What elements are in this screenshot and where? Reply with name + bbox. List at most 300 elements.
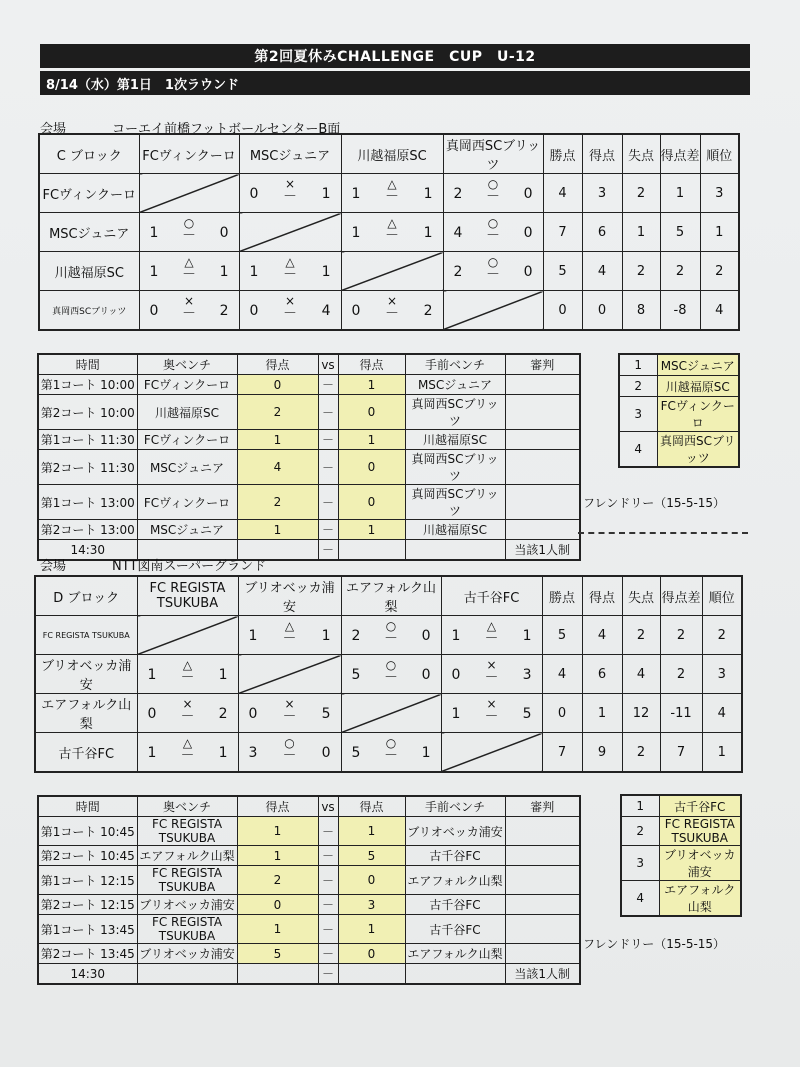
referee [505, 520, 580, 540]
result-score [452, 706, 532, 726]
referee [505, 895, 580, 915]
home-score: 5 [237, 944, 318, 964]
score-against: 5 [321, 706, 331, 722]
away-score: 0 [338, 450, 405, 485]
score-dash: － [282, 631, 297, 647]
home-score [237, 964, 318, 985]
stat-cell: 6 [582, 213, 622, 252]
away-team: MSCジュニア [405, 375, 505, 395]
diagonal-cell [238, 655, 341, 694]
score-against: 1 [421, 745, 431, 761]
rank-team: 古千谷FC [659, 795, 741, 817]
score-against: 0 [523, 264, 533, 280]
away-team [405, 540, 505, 561]
stat-cell: 2 [622, 174, 660, 213]
schedule-header: 得点 [338, 354, 405, 375]
result-mark: ○ [385, 619, 397, 633]
score-dash: － [282, 709, 297, 725]
result-cell [139, 252, 239, 291]
stat-cell: -11 [660, 694, 702, 733]
stat-cell: 4 [582, 252, 622, 291]
result-cell [137, 733, 238, 773]
home-team: MSCジュニア [137, 450, 237, 485]
result-score [352, 745, 431, 765]
home-score: 2 [237, 395, 318, 430]
away-team: 古千谷FC [405, 846, 505, 866]
stat-header: 失点 [622, 576, 660, 616]
rank-number: 1 [619, 354, 657, 376]
result-mark: × [182, 697, 193, 711]
score-dash: － [182, 306, 196, 322]
vs-mark: － [318, 540, 338, 561]
team-header: 真岡西SCブリッツ [443, 134, 543, 174]
away-score: 1 [338, 915, 405, 944]
team-header: MSCジュニア [239, 134, 341, 174]
score-against: 0 [421, 628, 431, 644]
result-mark: × [486, 658, 497, 672]
score-against: 1 [321, 628, 331, 644]
result-mark: △ [182, 736, 193, 750]
result-cell [341, 291, 443, 331]
row-team: ブリオベッカ浦安 [35, 655, 137, 694]
result-score [352, 628, 431, 648]
result-cell [137, 655, 238, 694]
score-for: 1 [149, 264, 159, 280]
result-mark: △ [387, 216, 397, 230]
stat-cell: 1 [622, 213, 660, 252]
away-team: 古千谷FC [405, 915, 505, 944]
score-against: 1 [218, 667, 228, 683]
stat-cell: 4 [702, 694, 742, 733]
divider-dashes [578, 532, 748, 534]
page-subtitle: 8/14（水）第1日 1次ラウンド [40, 71, 750, 95]
referee [505, 395, 580, 430]
vs-mark: － [318, 450, 338, 485]
score-for: 5 [351, 667, 361, 683]
away-team: エアフォルク山梨 [405, 866, 505, 895]
row-team: FCヴィンクーロ [39, 174, 139, 213]
schedule-header: 得点 [237, 796, 318, 817]
score-dash: － [384, 631, 398, 647]
score-against: 1 [218, 745, 228, 761]
venue-label: 会場 [40, 559, 67, 574]
diagonal-cell [341, 694, 441, 733]
rank-team: FCヴィンクーロ [657, 397, 739, 432]
stat-cell: 3 [700, 174, 739, 213]
referee [505, 915, 580, 944]
referee [505, 866, 580, 895]
home-score: 2 [237, 485, 318, 520]
referee [505, 430, 580, 450]
referee-note: 当該1人制 [505, 964, 580, 985]
away-score: 3 [338, 895, 405, 915]
score-for: 0 [249, 186, 259, 202]
home-score: 1 [237, 817, 318, 846]
referee [505, 485, 580, 520]
block-label: C ブロック [39, 134, 139, 174]
stat-cell: 3 [582, 174, 622, 213]
stat-cell: 2 [660, 616, 702, 655]
stat-cell: 6 [582, 655, 622, 694]
score-dash: － [484, 670, 499, 686]
home-score: 0 [237, 375, 318, 395]
stat-cell: -8 [660, 291, 700, 331]
score-for: 0 [249, 303, 259, 319]
result-score [148, 667, 228, 687]
score-for: 0 [147, 706, 157, 722]
rank-number: 4 [621, 881, 659, 917]
block-c-ranking [618, 353, 740, 468]
diagonal-cell [441, 733, 542, 773]
result-score [454, 225, 533, 245]
stat-cell: 2 [622, 252, 660, 291]
score-for: 3 [248, 745, 258, 761]
stat-cell: 0 [582, 291, 622, 331]
score-dash: － [182, 228, 196, 244]
score-dash: － [180, 709, 195, 725]
result-score [454, 186, 533, 206]
team-header: FCヴィンクーロ [139, 134, 239, 174]
score-against: 3 [522, 667, 532, 683]
score-against: 5 [522, 706, 532, 722]
result-cell [341, 655, 441, 694]
away-score: 1 [338, 817, 405, 846]
page-title: 第2回夏休みCHALLENGE CUP U-12 [40, 44, 750, 68]
stat-header: 勝点 [543, 134, 582, 174]
result-score [452, 667, 532, 687]
score-against: 2 [218, 706, 228, 722]
team-header: FC REGISTA TSUKUBA [137, 576, 238, 616]
result-cell [341, 616, 441, 655]
rank-number: 2 [621, 817, 659, 846]
score-for: 0 [351, 303, 361, 319]
away-team: 川越福原SC [405, 520, 505, 540]
result-score [150, 303, 229, 323]
score-dash: － [182, 267, 196, 283]
score-for: 1 [248, 628, 258, 644]
result-mark: △ [284, 619, 295, 633]
score-dash: － [180, 670, 195, 686]
score-against: 1 [321, 264, 331, 280]
result-cell [238, 694, 341, 733]
score-dash: － [384, 748, 398, 764]
match-time: 第1コート 11:30 [38, 430, 137, 450]
result-mark: × [486, 697, 497, 711]
result-cell [341, 213, 443, 252]
score-dash: － [484, 631, 499, 647]
schedule-header: 得点 [237, 354, 318, 375]
match-time: 第2コート 10:45 [38, 846, 137, 866]
away-score: 1 [338, 430, 405, 450]
schedule-header: 審判 [505, 354, 580, 375]
stat-cell: 5 [543, 252, 582, 291]
result-score [352, 186, 433, 206]
away-team: 古千谷FC [405, 895, 505, 915]
rank-team: エアフォルク山梨 [659, 881, 741, 917]
diagonal-cell [139, 174, 239, 213]
score-for: 2 [453, 264, 463, 280]
schedule-header: 奥ベンチ [137, 354, 237, 375]
referee [505, 944, 580, 964]
stat-cell: 4 [700, 291, 739, 331]
home-team: MSCジュニア [137, 520, 237, 540]
result-mark: ○ [487, 216, 499, 230]
score-dash: － [180, 748, 195, 764]
score-dash: － [385, 189, 399, 205]
score-for: 0 [451, 667, 461, 683]
match-time: 第2コート 12:15 [38, 895, 137, 915]
score-for: 0 [149, 303, 159, 319]
result-score [352, 225, 433, 245]
away-team: 真岡西SCブリッツ [405, 395, 505, 430]
team-header: ブリオベッカ浦安 [238, 576, 341, 616]
result-mark: × [284, 697, 295, 711]
rank-team: FC REGISTA TSUKUBA [659, 817, 741, 846]
result-mark: ○ [487, 255, 499, 269]
rank-number: 2 [619, 376, 657, 397]
stat-cell: 2 [622, 616, 660, 655]
score-for: 1 [451, 706, 461, 722]
score-for: 0 [248, 706, 258, 722]
result-cell [443, 174, 543, 213]
block-d-league-table [34, 575, 743, 773]
stat-header: 得点差 [660, 134, 700, 174]
team-header: 川越福原SC [341, 134, 443, 174]
home-score: 4 [237, 450, 318, 485]
match-time: 第2コート 10:00 [38, 395, 137, 430]
rank-team: 川越福原SC [657, 376, 739, 397]
home-team: 川越福原SC [137, 395, 237, 430]
home-score: 0 [237, 895, 318, 915]
match-time: 第1コート 13:00 [38, 485, 137, 520]
score-dash: － [384, 670, 398, 686]
diagonal-cell [239, 213, 341, 252]
home-team: FC REGISTA TSUKUBA [137, 817, 237, 846]
score-dash: － [283, 189, 297, 205]
schedule-header: 手前ベンチ [405, 354, 505, 375]
result-cell [239, 291, 341, 331]
score-for: 1 [147, 745, 157, 761]
result-score [250, 303, 331, 323]
result-mark: × [284, 177, 296, 191]
result-score [454, 264, 533, 284]
row-team: 真岡西SCブリッツ [39, 291, 139, 331]
result-cell [139, 291, 239, 331]
result-cell [238, 733, 341, 773]
score-against: 1 [522, 628, 532, 644]
result-cell [139, 213, 239, 252]
stat-cell: 8 [622, 291, 660, 331]
stat-header: 得点差 [660, 576, 702, 616]
vs-mark: － [318, 395, 338, 430]
result-cell [239, 174, 341, 213]
score-against: 1 [423, 225, 433, 241]
score-for: 1 [451, 628, 461, 644]
result-mark: ○ [385, 658, 397, 672]
stat-header: 得点 [582, 134, 622, 174]
result-score [249, 628, 331, 648]
stat-header: 勝点 [542, 576, 582, 616]
home-score: 1 [237, 915, 318, 944]
result-cell [443, 252, 543, 291]
home-team: FC REGISTA TSUKUBA [137, 915, 237, 944]
away-team: ブリオベッカ浦安 [405, 817, 505, 846]
result-cell [441, 694, 542, 733]
referee [505, 846, 580, 866]
score-dash: － [486, 228, 500, 244]
block-c-league-table [38, 133, 740, 331]
diagonal-cell [443, 291, 543, 331]
away-score: 5 [338, 846, 405, 866]
result-mark: ○ [487, 177, 499, 191]
result-mark: △ [285, 255, 295, 269]
home-team: エアフォルク山梨 [137, 846, 237, 866]
rank-team: 真岡西SCブリッツ [657, 432, 739, 468]
referee [505, 450, 580, 485]
vs-mark: － [318, 817, 338, 846]
rank-number: 3 [621, 846, 659, 881]
away-score [338, 540, 405, 561]
home-score: 1 [237, 520, 318, 540]
stat-cell: 7 [660, 733, 702, 773]
stat-cell: 1 [702, 733, 742, 773]
diagonal-cell [137, 616, 238, 655]
stat-cell: 2 [622, 733, 660, 773]
score-dash: － [484, 709, 499, 725]
vs-mark: － [318, 520, 338, 540]
schedule-header: vs [318, 354, 338, 375]
match-time: 第2コート 13:00 [38, 520, 137, 540]
score-for: 4 [453, 225, 463, 241]
match-time: 第1コート 10:45 [38, 817, 137, 846]
away-score: 1 [338, 520, 405, 540]
match-time: 第2コート 11:30 [38, 450, 137, 485]
home-score: 1 [237, 430, 318, 450]
home-score: 2 [237, 866, 318, 895]
match-time: 14:30 [38, 540, 137, 561]
stat-cell: 2 [660, 252, 700, 291]
result-mark: △ [387, 177, 397, 191]
score-dash: － [385, 228, 399, 244]
stat-header: 順位 [700, 134, 739, 174]
home-team: FC REGISTA TSUKUBA [137, 866, 237, 895]
result-score [352, 303, 433, 323]
score-dash: － [283, 306, 297, 322]
venue-name: NTT図南スーパーグランド [112, 559, 267, 574]
result-cell [341, 733, 441, 773]
score-for: 1 [249, 264, 259, 280]
venue-d [40, 555, 266, 574]
result-score [148, 745, 228, 765]
result-cell [441, 655, 542, 694]
away-score: 0 [338, 944, 405, 964]
vs-mark: － [318, 430, 338, 450]
away-score: 0 [338, 395, 405, 430]
score-for: 1 [351, 225, 361, 241]
home-team: FCヴィンクーロ [137, 375, 237, 395]
friendly-note-d: フレンドリー（15-5-15） [583, 937, 726, 951]
vs-mark: － [318, 895, 338, 915]
stat-cell: 4 [543, 174, 582, 213]
score-dash: － [486, 267, 500, 283]
away-team: 真岡西SCブリッツ [405, 485, 505, 520]
match-time: 第1コート 13:45 [38, 915, 137, 944]
rank-number: 1 [621, 795, 659, 817]
match-time: 第1コート 10:00 [38, 375, 137, 395]
stat-cell: 9 [582, 733, 622, 773]
result-mark: × [386, 294, 398, 308]
result-cell [239, 252, 341, 291]
rank-number: 4 [619, 432, 657, 468]
result-score [352, 667, 431, 687]
away-team: 川越福原SC [405, 430, 505, 450]
result-mark: △ [486, 619, 497, 633]
row-team: 川越福原SC [39, 252, 139, 291]
score-against: 0 [321, 745, 331, 761]
stat-header: 順位 [702, 576, 742, 616]
result-cell [441, 616, 542, 655]
referee-note: 当該1人制 [505, 540, 580, 561]
stat-cell: 1 [582, 694, 622, 733]
vs-mark: － [318, 915, 338, 944]
stat-cell: 5 [660, 213, 700, 252]
stat-cell: 3 [702, 655, 742, 694]
home-score: 1 [237, 846, 318, 866]
result-cell [137, 694, 238, 733]
venue-label: 会場 [40, 122, 67, 137]
home-team: FCヴィンクーロ [137, 430, 237, 450]
score-against: 2 [423, 303, 433, 319]
schedule-header: 得点 [338, 796, 405, 817]
diagonal-cell [341, 252, 443, 291]
result-mark: ○ [183, 216, 195, 230]
result-mark: ○ [284, 736, 295, 750]
match-time: 14:30 [38, 964, 137, 985]
result-cell [341, 174, 443, 213]
stat-cell: 7 [543, 213, 582, 252]
score-against: 0 [421, 667, 431, 683]
score-against: 4 [321, 303, 331, 319]
rank-team: ブリオベッカ浦安 [659, 846, 741, 881]
score-dash: － [385, 306, 399, 322]
stat-cell: 2 [702, 616, 742, 655]
score-against: 0 [523, 225, 533, 241]
away-team [405, 964, 505, 985]
block-label: D ブロック [35, 576, 137, 616]
result-score [249, 706, 331, 726]
home-team [137, 964, 237, 985]
vs-mark: － [318, 964, 338, 985]
stat-cell: 0 [542, 694, 582, 733]
stat-cell: 1 [700, 213, 739, 252]
result-score [148, 706, 228, 726]
result-cell [238, 616, 341, 655]
stat-cell: 4 [582, 616, 622, 655]
stat-header: 失点 [622, 134, 660, 174]
stat-cell: 0 [543, 291, 582, 331]
row-team: FC REGISTA TSUKUBA [35, 616, 137, 655]
score-against: 1 [321, 186, 331, 202]
score-for: 1 [147, 667, 157, 683]
vs-mark: － [318, 944, 338, 964]
result-score [250, 186, 331, 206]
score-for: 5 [351, 745, 361, 761]
schedule-header: 時間 [38, 354, 137, 375]
schedule-header: 奥ベンチ [137, 796, 237, 817]
score-dash: － [486, 189, 500, 205]
result-score [150, 264, 229, 284]
result-score [250, 264, 331, 284]
